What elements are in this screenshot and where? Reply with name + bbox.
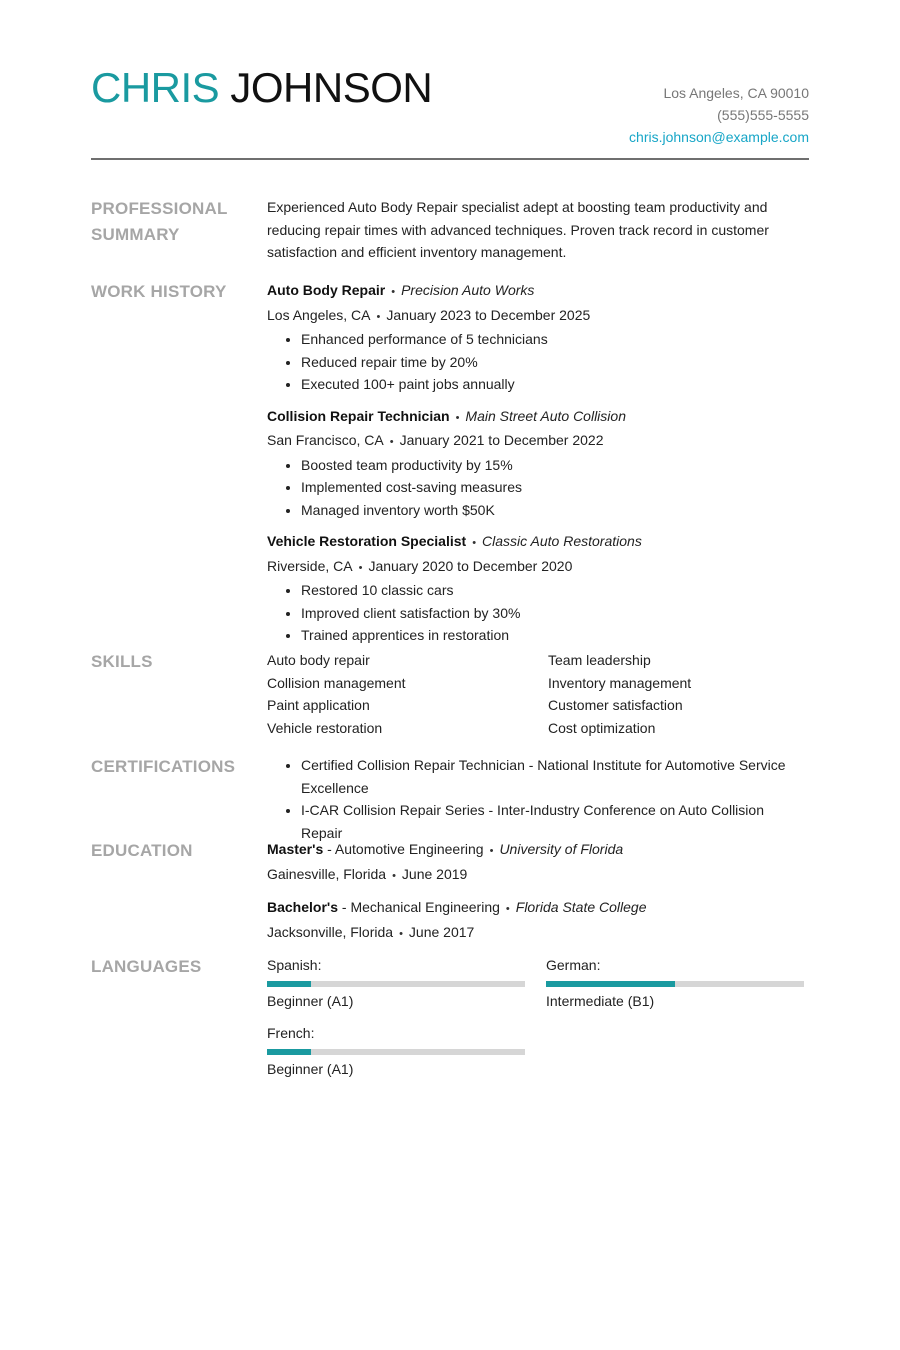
contact-location: Los Angeles, CA 90010 xyxy=(663,85,809,101)
language-level: Intermediate (B1) xyxy=(546,992,655,1009)
summary-heading-line2: SUMMARY xyxy=(91,225,180,244)
skill-item: Inventory management xyxy=(548,674,692,691)
language-entry xyxy=(546,954,804,1012)
language-level: Beginner (A1) xyxy=(267,992,354,1009)
education-heading: EDUCATION xyxy=(91,841,193,860)
summary-text: Experienced Auto Body Repair specialist adept at boosting team productivity and reducing repair times with advanced techniques. Proven track record in customer satisfaction and efficient inventory management. xyxy=(267,199,769,260)
job-bullet: • Improved client satisfaction by 30% xyxy=(301,602,809,625)
language-name: German: xyxy=(546,957,601,973)
certifications-list xyxy=(267,754,809,844)
job-entry xyxy=(267,530,809,647)
contact-email-link[interactable]: chris.johnson@example.com xyxy=(629,129,809,145)
job-location: Los Angeles, CA xyxy=(267,306,371,323)
job-title: Vehicle Restoration Specialist xyxy=(267,533,467,549)
education-meta xyxy=(267,921,809,946)
job-meta xyxy=(267,304,809,329)
contact-phone: (555)555-5555 xyxy=(717,107,809,123)
education-field: - Automotive Engineering xyxy=(323,841,484,857)
language-entry xyxy=(267,954,525,1012)
job-meta xyxy=(267,555,809,580)
resume-header xyxy=(91,58,809,158)
job-company: Precision Auto Works xyxy=(401,282,535,298)
skill-item: Vehicle restoration xyxy=(267,719,383,736)
job-bullet: • Executed 100+ paint jobs annually xyxy=(301,373,809,396)
education-location: Gainesville, Florida xyxy=(267,865,387,882)
skills-list xyxy=(267,649,809,739)
language-entry xyxy=(267,1022,525,1080)
job-title: Collision Repair Technician xyxy=(267,407,450,424)
education-degree: Master's xyxy=(267,841,324,857)
job-company: Classic Auto Restorations xyxy=(482,533,642,549)
job-bullet: • Implemented cost-saving measures xyxy=(301,476,809,499)
separator-dot: • xyxy=(392,869,396,882)
skill-item: Team leadership xyxy=(548,652,651,668)
skill-item: Collision management xyxy=(267,674,406,691)
last-name: JOHNSON xyxy=(230,64,433,111)
languages-heading: LANGUAGES xyxy=(91,957,202,976)
job-header xyxy=(267,405,809,430)
job-bullets xyxy=(267,328,809,396)
job-entry xyxy=(267,279,809,396)
education-date: June 2017 xyxy=(408,923,475,940)
job-header xyxy=(267,530,809,555)
language-proficiency-bar xyxy=(267,1049,525,1055)
first-name: CHRIS xyxy=(91,64,220,111)
education-school: Florida State College xyxy=(515,899,647,915)
language-proficiency-fill xyxy=(267,1049,311,1055)
separator-dot: • xyxy=(489,845,494,857)
separator-dot: • xyxy=(455,411,460,424)
job-location: San Francisco, CA xyxy=(267,432,384,448)
skill-item: Customer satisfaction xyxy=(548,697,683,713)
education-list xyxy=(267,838,809,954)
skill-item: Auto body repair xyxy=(267,652,370,668)
job-bullets xyxy=(267,579,809,647)
education-entry xyxy=(267,896,809,945)
language-proficiency-bar xyxy=(546,981,804,987)
candidate-name xyxy=(91,66,432,110)
separator-dot: • xyxy=(399,927,403,940)
education-header xyxy=(267,896,809,921)
work-history-list xyxy=(267,279,809,656)
language-proficiency-fill xyxy=(267,981,311,987)
skills-heading: SKILLS xyxy=(91,652,153,671)
language-name: French: xyxy=(267,1025,315,1041)
job-bullets xyxy=(267,454,809,522)
education-school: University of Florida xyxy=(499,841,624,857)
summary-heading xyxy=(91,196,251,248)
job-meta xyxy=(267,429,809,454)
job-bullet: • Managed inventory worth $50K xyxy=(301,499,809,522)
work-history-heading: WORK HISTORY xyxy=(91,282,227,301)
certification-item: • I-CAR Collision Repair Series - Inter-Industry Conference on Auto Collision Repair xyxy=(301,799,809,844)
skill-item: Cost optimization xyxy=(548,719,656,736)
language-level: Beginner (A1) xyxy=(267,1060,354,1077)
separator-dot: • xyxy=(391,286,396,298)
certification-bullets xyxy=(267,754,809,844)
job-bullet: • Boosted team productivity by 15% xyxy=(301,454,809,477)
education-date: June 2019 xyxy=(401,865,468,882)
contact-block xyxy=(629,82,809,148)
skill-item: Paint application xyxy=(267,697,370,713)
separator-dot: • xyxy=(472,537,477,549)
separator-dot: • xyxy=(358,561,363,574)
separator-dot: • xyxy=(505,903,510,915)
job-dates: January 2021 to December 2022 xyxy=(399,432,604,448)
education-location: Jacksonville, Florida xyxy=(267,923,394,940)
job-dates: January 2020 to December 2020 xyxy=(368,557,573,574)
education-meta xyxy=(267,863,809,888)
job-bullet: • Reduced repair time by 20% xyxy=(301,351,809,374)
header-divider xyxy=(91,158,809,160)
job-dates: January 2023 to December 2025 xyxy=(386,306,591,323)
job-location: Riverside, CA xyxy=(267,557,353,574)
education-entry xyxy=(267,838,809,887)
language-name: Spanish: xyxy=(267,957,322,973)
certification-item: • Certified Collision Repair Technician - National Institute for Automotive Service Excellence xyxy=(301,754,809,799)
job-bullet: • Enhanced performance of 5 technicians xyxy=(301,328,809,351)
education-header xyxy=(267,838,809,863)
job-title: Auto Body Repair xyxy=(267,282,386,298)
job-company: Main Street Auto Collision xyxy=(465,407,626,424)
education-field: - Mechanical Engineering xyxy=(338,899,500,915)
summary-heading-line1: PROFESSIONAL xyxy=(91,199,228,218)
job-header xyxy=(267,279,809,304)
separator-dot: • xyxy=(376,310,381,323)
job-entry xyxy=(267,405,809,522)
separator-dot: • xyxy=(389,436,394,448)
education-degree: Bachelor's xyxy=(267,899,339,915)
job-bullet: • Trained apprentices in restoration xyxy=(301,624,809,647)
language-proficiency-bar xyxy=(267,981,525,987)
languages-list xyxy=(267,954,809,1080)
certifications-heading: CERTIFICATIONS xyxy=(91,757,236,776)
language-proficiency-fill xyxy=(546,981,675,987)
job-bullet: • Restored 10 classic cars xyxy=(301,579,809,602)
